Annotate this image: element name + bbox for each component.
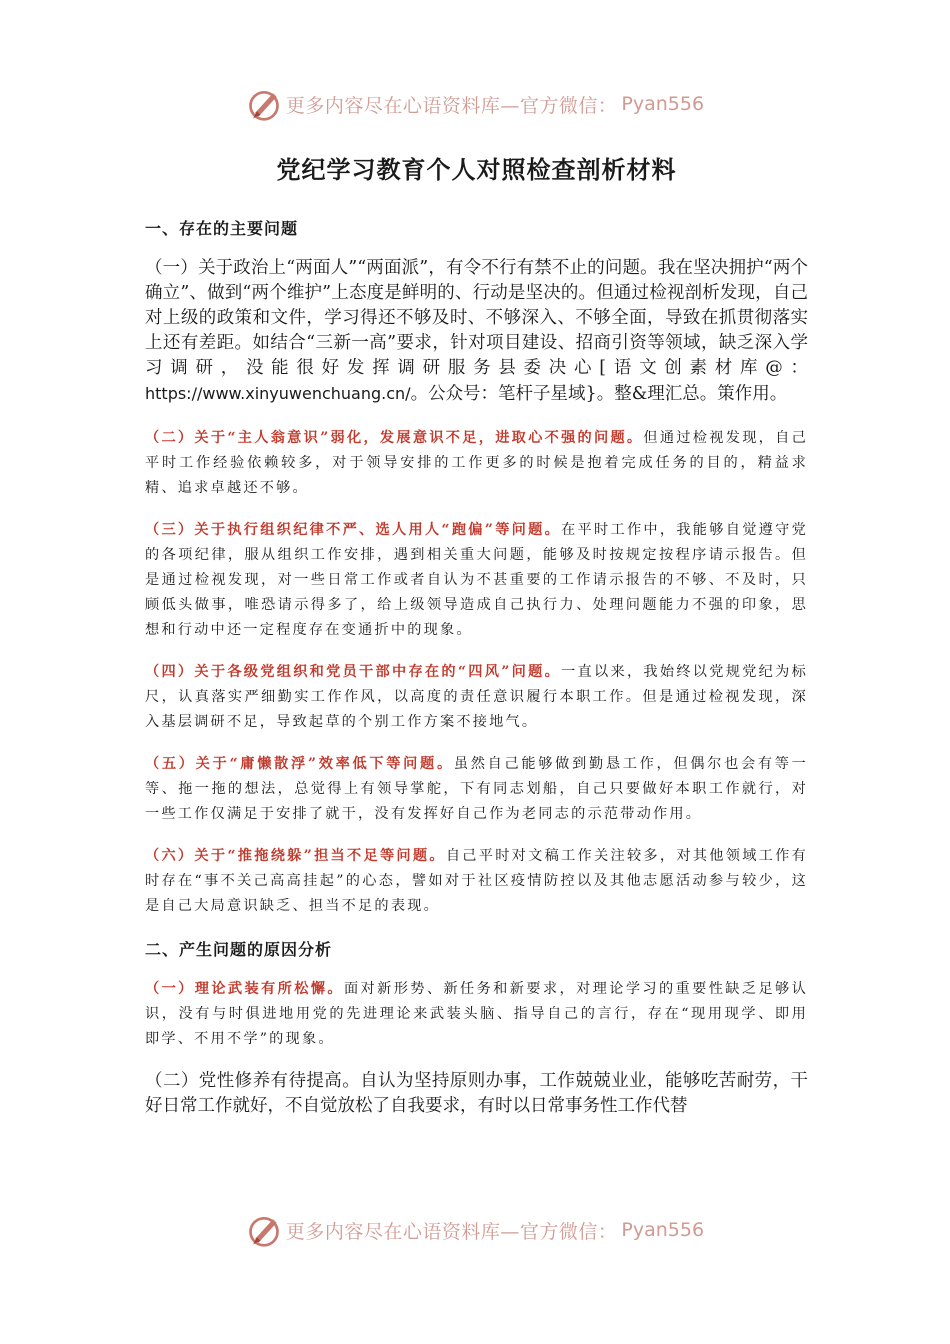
s1p5-lead: （五）关于“庸懒散浮”效率低下等问题。 bbox=[145, 756, 454, 772]
s1p2-lead: （二）关于“主人翁意识”弱化，发展意识不足，进取心不强的问题。 bbox=[145, 430, 644, 446]
pen-logo-icon bbox=[246, 86, 282, 122]
s2p1-body: 面对新形势、新任务和新要求，对理论学习的重要性缺乏足够认识，没有与时俱进地用党的先进理论来武装头脑、指导自己的言行，存在“现用现学、即用即学、不用不学”的现象。 bbox=[145, 981, 809, 1047]
s1p2-body: 但通过检视发现，自己平时工作经验依赖较多，对于领导安排的工作更多的时候是抱着完成任务的目的，精益求精、追求卓越还不够。 bbox=[145, 430, 808, 496]
section1-paragraph-3 bbox=[145, 518, 808, 643]
banner-text: 更多内容尽在心语资料库—官方微信： bbox=[285, 94, 618, 117]
section1-paragraph-2 bbox=[145, 426, 808, 501]
section2-heading: 二、产生问题的原因分析 bbox=[145, 940, 333, 959]
s1p4-lead: （四）关于各级党组织和党员干部中存在的“四风”问题。 bbox=[145, 664, 562, 680]
s1p1-tail: 。公众号：笔杆子星域}。整&理汇总。策作用。 bbox=[410, 384, 788, 404]
banner-wechat-id: Pyan556 bbox=[621, 93, 705, 115]
section1-paragraph-1 bbox=[145, 256, 808, 407]
header-banner bbox=[0, 84, 950, 124]
section2-paragraph-2: （二）党性修养有待提高。自认为坚持原则办事，工作兢兢业业，能够吃苦耐劳，干好日常工作就好，不自觉放松了自我要求，有时以日常事务性工作代替 bbox=[145, 1071, 808, 1116]
document-body bbox=[145, 150, 808, 1119]
s1p6-lead: （六）关于“推拖绕躲”担当不足等问题。 bbox=[145, 848, 446, 864]
s1p1-text: （一）关于政治上“两面人”“两面派”，有令不行有禁不止的问题。我在坚决拥护“两个确立”、做到“两个维护”上态度是鲜明的、行动是坚决的。但通过检视剖析发现，自己对上级的政策和文件，学习得还不够及时、不够深入、不够全面，导致在抓贯彻落实上还有差距。如结合“三新一高”要求，针对项目建设、招商引资等领域，缺乏深入学习调研，没能很好发挥调研服务县委决心[语文创素材库@： bbox=[145, 258, 808, 378]
footer-banner bbox=[0, 1210, 950, 1250]
s2p1-lead: （一）理论武装有所松懈。 bbox=[145, 981, 344, 997]
banner-text: 更多内容尽在心语资料库—官方微信： bbox=[285, 1220, 618, 1243]
s1p3-lead: （三）关于执行组织纪律不严、选人用人“跑偏”等问题。 bbox=[145, 522, 562, 538]
s1p6-body: 自己平时对文稿工作关注较多，对其他领域工作有时存在“事不关己高高挂起”的心态，譬如对于社区疫情防控以及其他志愿活动参与较少，这是自己大局意识缺乏、担当不足的表现。 bbox=[145, 848, 808, 914]
section1-paragraph-4 bbox=[145, 660, 808, 735]
section1-paragraph-6 bbox=[145, 844, 808, 919]
section1-paragraph-5 bbox=[145, 752, 808, 827]
source-link[interactable]: https://www.xinyuwenchuang.cn/ bbox=[145, 384, 411, 403]
section2-paragraph-1 bbox=[145, 977, 808, 1052]
banner-wechat-id: Pyan556 bbox=[621, 1219, 705, 1241]
page-title: 党纪学习教育个人对照检查剖析材料 bbox=[276, 155, 677, 184]
s1p5-body: 虽然自己能够做到勤恳工作，但偶尔也会有等一等、拖一拖的想法，总觉得上有领导掌舵，下有同志划船，自己只要做好本职工作就行，对一些工作仅满足于安排了就干，没有发挥好自己作为老同志的示范带动作用。 bbox=[145, 756, 809, 822]
s1p3-body: 在平时工作中，我能够自觉遵守党的各项纪律，服从组织工作安排，遇到相关重大问题，能够及时按规定按程序请示报告。但是通过检视发现，对一些日常工作或者自认为不甚重要的工作请示报告的不够、不及时，只顾低头做事，唯恐请示得多了，给上级领导造成自己执行力、处理问题能力不强的印象，思想和行动中还一定程度存在变通折中的现象。 bbox=[145, 522, 808, 638]
s1p4-body: 一直以来，我始终以党规党纪为标尺，认真落实严细勤实工作作风，以高度的责任意识履行本职工作。但是通过检视发现，深入基层调研不足，导致起草的个别工作方案不接地气。 bbox=[145, 664, 808, 730]
section1-heading: 一、存在的主要问题 bbox=[145, 219, 299, 238]
pen-logo-icon bbox=[246, 1212, 282, 1248]
